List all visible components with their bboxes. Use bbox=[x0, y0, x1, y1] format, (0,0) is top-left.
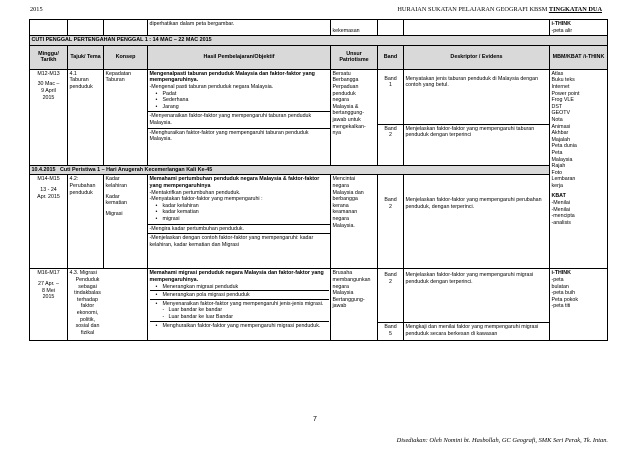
continued-patriotism: kekemasan bbox=[331, 20, 378, 36]
col-concept: Konsep bbox=[104, 45, 148, 69]
row2-week: M14-M15 13 - 24 Apr. 2015 bbox=[30, 175, 68, 269]
list-item: - Luar bandar ke bandar bbox=[164, 307, 329, 314]
table-row-4-2 bbox=[30, 175, 608, 269]
list-item: • Menerangkan pola migrasi penduduk bbox=[158, 292, 328, 299]
header-title bbox=[397, 6, 602, 13]
page-number: 7 bbox=[313, 416, 317, 423]
row3-outcome-title: Memahami migrasi penduduk negara Malaysia dan faktor-faktor yang mempengaruhinya. bbox=[149, 270, 324, 283]
holiday-label-2: 10.4.2015 Cuti Peristiwa 1 – Hari Anugerah Kecemerlangan Kali Ke-45 bbox=[30, 165, 550, 175]
row2-outcome-title: Memahami pertumbuhan penduduk negara Malaysia & faktor-faktor yang mempengaruhinya bbox=[149, 176, 320, 189]
continued-resource-item: -peta alir bbox=[551, 27, 573, 34]
list-item: • Menerangkan migrasi penduduk bbox=[158, 284, 329, 291]
col-resources: MBM/KBAT /i-THINK bbox=[550, 45, 608, 69]
header-title-prefix: HURAIAN SUKATAN PELAJARAN GEOGRAFI KBSM bbox=[397, 6, 549, 13]
continued-resources bbox=[550, 20, 608, 36]
col-week: Minggu/ Tarikh bbox=[30, 45, 68, 69]
syllabus-table bbox=[29, 19, 608, 341]
row1-topic: 4.1 Taburan penduduk bbox=[68, 69, 104, 165]
col-descriptor: Deskriptor / Evidens bbox=[404, 45, 550, 69]
row1-week: M12-M13 30 Mac – 9 April 2015 bbox=[30, 69, 68, 165]
holiday-row-1 bbox=[30, 36, 608, 46]
column-header-row bbox=[30, 45, 608, 69]
col-patriotism: Unsur Patriotisme bbox=[331, 45, 378, 69]
list-item: - Luar bandar ke luar Bandar bbox=[164, 314, 329, 321]
col-topic: Tajuk/ Tema bbox=[68, 45, 104, 69]
row2-band: Band 2 bbox=[378, 175, 404, 269]
header-year: 2015 bbox=[30, 6, 43, 13]
col-outcome: Hasil Pembelajaran/Objektif bbox=[148, 45, 331, 69]
holiday-label-1: CUTI PENGGAL PERTENGAHAN PENGGAL 1 : 14 MAC – 22 MAC 2015 bbox=[30, 36, 608, 46]
list-item: • Padat bbox=[158, 91, 329, 98]
col-band: Band bbox=[378, 45, 404, 69]
list-item: • Sederhana bbox=[158, 97, 329, 104]
header-title-bold: TINGKATAN DUA bbox=[548, 6, 602, 13]
row1-descriptor: Menyatakan jenis taburan penduduk di Malaysia dengan contoh yang betul. Menjelaskan faktor-faktor yang mempengaruhi taburan penduduk dengan terperinci bbox=[404, 69, 550, 165]
row2-concept: Kadar kelahiran Kadar kematian Migrasi bbox=[104, 175, 148, 269]
row2-topic: 4.2: Perubahan penduduk bbox=[68, 175, 104, 269]
row1-concept: Kepadatan Taburan bbox=[104, 69, 148, 165]
row3-bullet-list bbox=[150, 284, 329, 291]
list-item: • Menghuraikan faktor-faktor yang mempengaruhi migrasi penduduk. bbox=[158, 323, 328, 330]
row2-outcome: Memahami pertumbuhan penduduk negara Malaysia & faktor-faktor yang mempengaruhinya -Mentakrifkan pertumbuhan penduduk. -Menyatakan faktor-faktor yang mempengaruhi : • kadar kelahiran • kadar kematian • migrasi -Mengira kadar pertumbuhan penduduk. -Menjelaskan dengan contoh faktor-faktor yang mempengaruhi: kadar kelahiran, kadar kematian dan Migrasi bbox=[148, 175, 331, 269]
row2-descriptor: Menjelaskan faktor-faktor yang mempengaruhi perubahan penduduk, dengan terperinci. bbox=[404, 175, 550, 269]
row3-outcome bbox=[148, 269, 331, 341]
page-header bbox=[30, 6, 602, 18]
row2-patriotism: Mencintai negara Malaysia dan berbangga kerana keamanan negara Malaysia. bbox=[331, 175, 378, 269]
continued-resource-head: i-THINK bbox=[551, 21, 571, 27]
page-footer: Disediakan: Oleh Nomini bt. Hasbollah, GC Geografi, SMK Seri Perak, Tk. Intan. bbox=[396, 437, 608, 444]
list-item: • migrasi bbox=[158, 216, 329, 223]
row3-descriptor: Menjelaskan faktor-faktor yang mempengaruhi migrasi penduduk dengan terperinci. Mengkaji dan menilai faktor yang mempengaruhi migrasi penduduk secara berkesan di kawasan bbox=[404, 269, 550, 341]
row1-resources: Atlas Buku teks Internet Power point Frog VLE DST GEOTV Nota Animasi Akhbar Majalah Peta dunia Peta Malaysia Rajah Foto Lembaran kerja KBAT -Menilai -Menilai -mencipta -analisis bbox=[550, 69, 608, 269]
row1-patriotism: Bersatu Berbangga Perpaduan penduduk negara Malaysia & bertanggung- jawab untuk mengekalkan- nya bbox=[331, 69, 378, 165]
table-row-4-1 bbox=[30, 69, 608, 165]
row3-resources: i-THINK -peta bulatan -peta buih Peta pokok -peta titi bbox=[550, 269, 608, 341]
table-row-4-3 bbox=[30, 269, 608, 341]
continued-activity: diperhatikan dalam peta bergambar. bbox=[148, 20, 331, 36]
holiday-row-2 bbox=[30, 165, 608, 175]
row1-bullet-list bbox=[150, 91, 329, 111]
row1-band: Band 1 Band 2 bbox=[378, 69, 404, 165]
row3-topic: 4.3. Migrasi Penduduk sebagai tindakbalas terhadap faktor ekonomi, politik, sosial dan fizikal bbox=[68, 269, 148, 341]
row3-patriotism: Brusaha membangunkan negara Malaysia Bertanggung- jawab bbox=[331, 269, 378, 341]
table-row-continued bbox=[30, 20, 608, 36]
row1-outcome-title: Mengenalpasti taburan penduduk Malaysia dan faktor-faktor yang mempengaruhinya. bbox=[149, 70, 315, 84]
list-item: • Jarang bbox=[158, 104, 329, 111]
row2-bullet-list bbox=[150, 203, 329, 223]
list-item: • kadar kelahiran bbox=[158, 203, 329, 210]
row3-band: Band 2 Band 5 bbox=[378, 269, 404, 341]
row1-outcome: Mengenalpasti taburan penduduk Malaysia dan faktor-faktor yang mempengaruhinya. -Mengenal pasti taburan penduduk negara Malaysia. • Padat • Sederhana • Jarang -Menyenaraikan faktor-faktor yang mempengaruhi taburan penduduk Malaysia. -Menghuraikan faktor-faktor yang mempengaruhi taburan penduduk Malaysia. bbox=[148, 69, 331, 165]
list-item: • Menyenaraikan faktor-faktor yang mempengaruhi jenis-jenis migrasi. bbox=[158, 301, 328, 308]
row3-week: M16-M17 27 Apr. – 8 Mei 2015 bbox=[30, 269, 68, 341]
list-item: • kadar kematian bbox=[158, 209, 329, 216]
